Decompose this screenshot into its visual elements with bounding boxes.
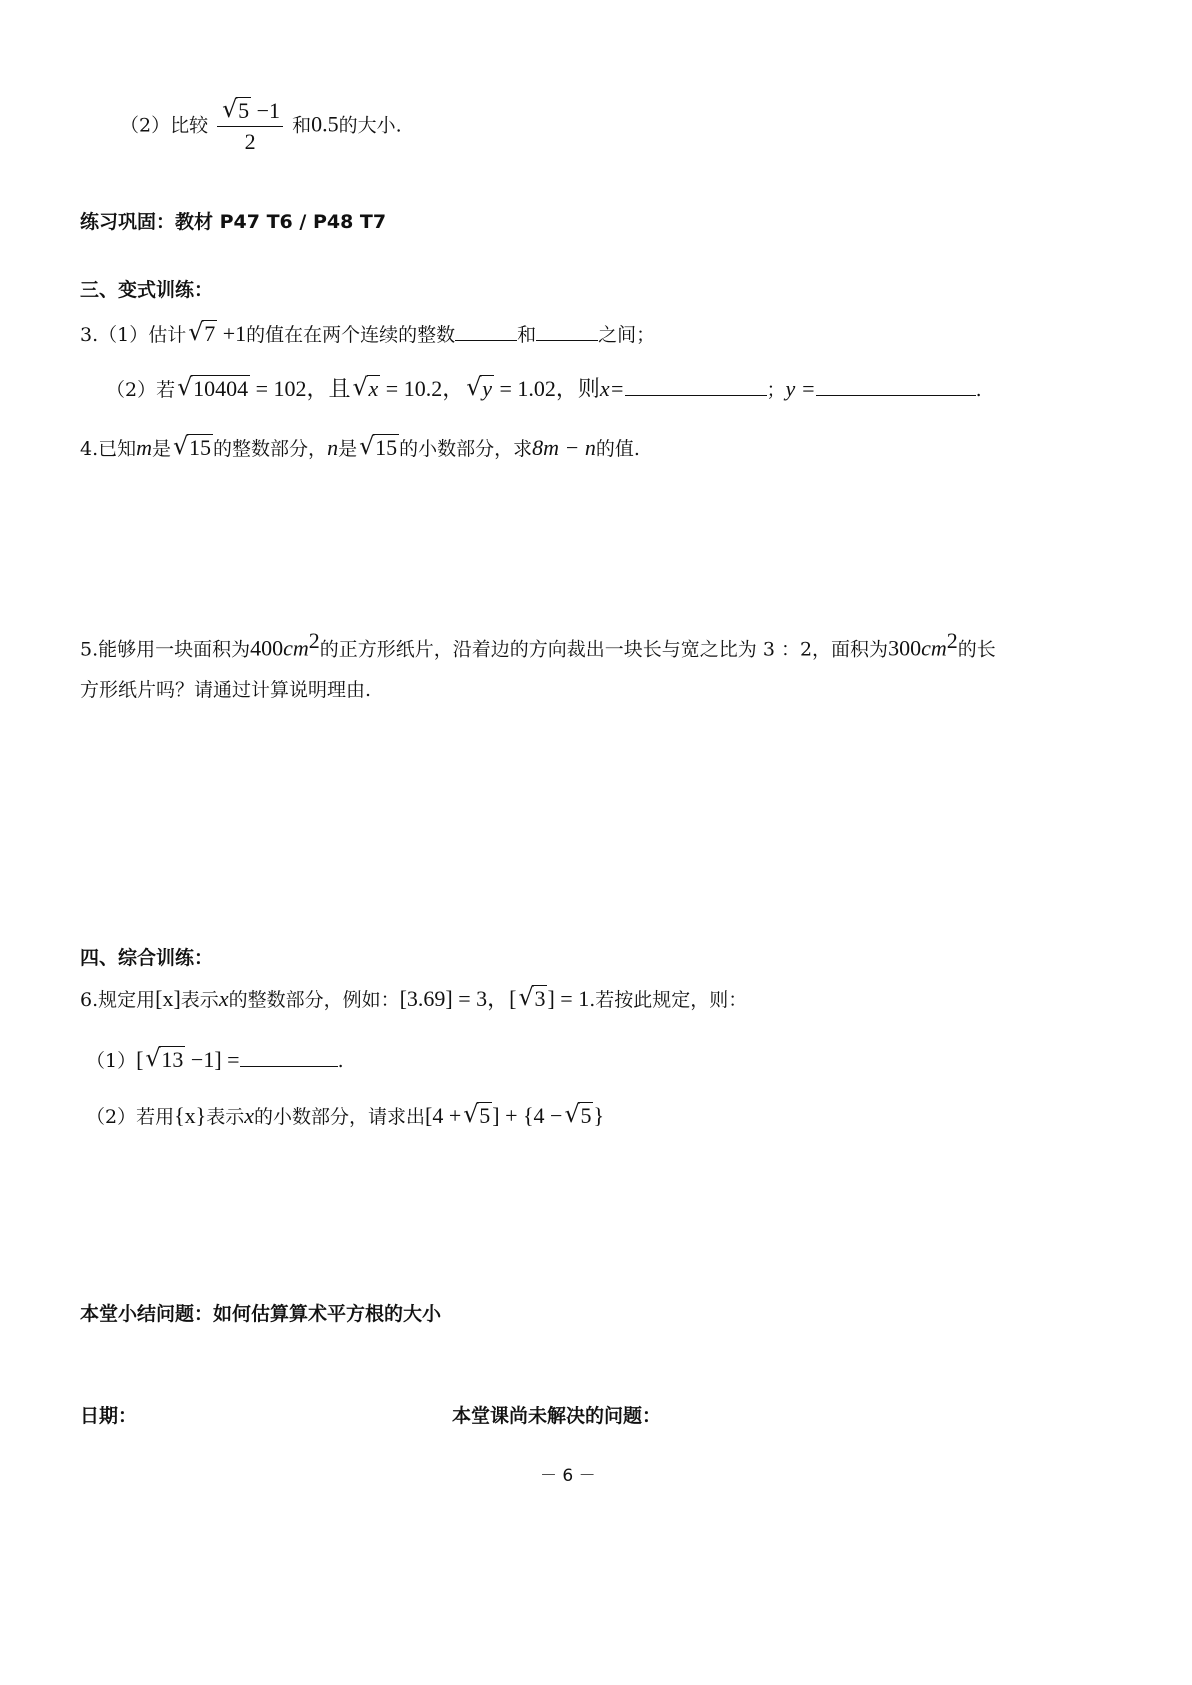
question-6-part-1: （1）[√ 13 −1] = . xyxy=(86,1048,344,1071)
page-number: － 6 － xyxy=(540,1466,596,1486)
practice-line: 练习巩固：教材 P47 T6 / P48 T7 xyxy=(80,211,387,233)
answer-blank[interactable] xyxy=(536,322,598,341)
answer-blank[interactable] xyxy=(455,322,517,341)
question-3-part-1: 3.（1）估计√ 7 +1的值在在两个连续的整数 和 之间； xyxy=(80,322,655,345)
answer-blank-x[interactable] xyxy=(625,377,767,396)
section-4-heading: 四、综合训练： xyxy=(80,947,214,969)
question-3-part-2: （2）若√ 10404 = 102，且√ x = 10.2，√ y = 1.02，则x= ；y = . xyxy=(106,377,982,400)
fraction: √ $\frac{5 -1}{2}$ xyxy=(217,100,283,153)
summary-question: 本堂小结问题：如何估算算术平方根的大小 xyxy=(80,1303,442,1325)
question-4: 4.已知m是√ 15 的整数部分，n是√ 15 的小数部分，求8m − n的值. xyxy=(80,437,640,459)
answer-blank-y[interactable] xyxy=(816,377,976,396)
unsolved-label: 本堂课尚未解决的问题： xyxy=(452,1405,662,1427)
question-2-part-2: （2）比较 √ $\frac{5 -1}{2}$ 和0.5的大小. xyxy=(120,100,402,153)
question-5-line-1: 5.能够用一块面积为$400cm^2$的正方形纸片，沿着边的方向裁出一块长与宽之比为 3 ：2，面积为$300cm^2$的长 xyxy=(80,628,996,661)
date-label: 日期： xyxy=(80,1405,138,1427)
section-3-heading: 三、变式训练： xyxy=(80,279,214,301)
question-6-part-2: （2）若用{x}表示x的小数部分，请求出[4 +√ 5] + {4 −√ 5} xyxy=(86,1105,604,1127)
answer-blank[interactable] xyxy=(240,1048,338,1067)
question-5-line-2: 方形纸片吗？请通过计算说明理由. xyxy=(80,679,372,701)
question-6: 6.规定用[x]表示x的整数部分，例如：[3.69] = 3，[√ 3] = 1.若按此规定，则： xyxy=(80,988,747,1010)
